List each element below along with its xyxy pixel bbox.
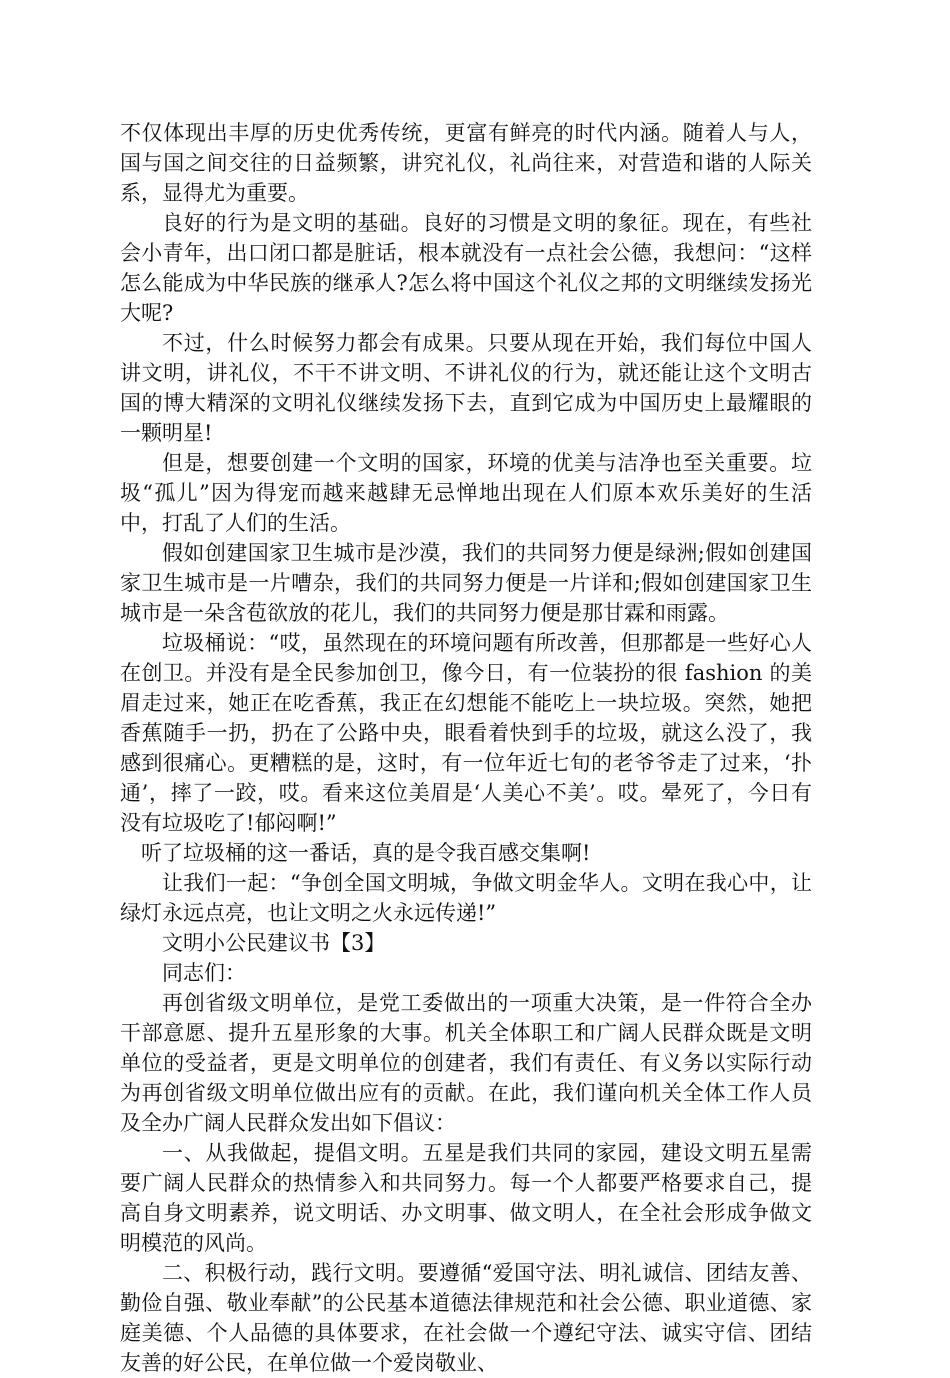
document-body xyxy=(120,118,812,1378)
paragraph-continued: 不仅体现出丰厚的历史优秀传统，更富有鲜亮的时代内涵。随着人与人，国与国之间交往的日益频繁，讲究礼仪，礼尚往来，对营造和谐的人际关系，显得尤为重要。 xyxy=(120,121,812,205)
salutation: 同志们： xyxy=(162,961,246,985)
paragraph: 假如创建国家卫生城市是沙漠，我们的共同努力便是绿洲;假如创建国家卫生城市是一片嘈杂，我们的共同努力便是一片详和;假如创建国家卫生城市是一朵含苞欲放的花儿，我们的共同努力便是那甘霖和雨露。 xyxy=(120,541,812,625)
paragraph: 听了垃圾桶的这一番话，真的是令我百感交集啊! xyxy=(141,841,591,865)
paragraph: 但是，想要创建一个文明的国家，环境的优美与洁净也至关重要。垃圾“孤儿”因为得宠而越来越肆无忌惮地出现在人们原本欢乐美好的生活中，打乱了人们的生活。 xyxy=(120,451,812,535)
paragraph: 一、从我做起，提倡文明。五星是我们共同的家园，建设文明五星需要广阔人民群众的热情参入和共同努力。每一个人都要严格要求自己，提高自身文明素养，说文明话、办文明事、做文明人，在全社会形成争做文明模范的风尚。 xyxy=(120,1141,812,1255)
paragraph: 良好的行为是文明的基础。良好的习惯是文明的象征。现在，有些社会小青年，出口闭口都是脏话，根本就没有一点社会公德，我想问：“这样怎么能成为中华民族的继承人?怎么将中国这个礼仪之邦的文明继续发扬光大呢? xyxy=(120,211,812,325)
paragraph: 垃圾桶说：“哎，虽然现在的环境问题有所改善，但那都是一些好心人在创卫。并没有是全民参加创卫，像今日，有一位装扮的很 fashion 的美眉走过来，她正在吃香蕉，我正在幻想能不能吃上一块垃圾。突然，她把香蕉随手一扔，扔在了公路中央，眼看着快到手的垃圾，就这么没了，我感到很痛心。更糟糕的是，这时，有一位年近七旬的老爷爷走了过来，‘扑通’，摔了一跤，哎。看来这位美眉是‘人美心不美’。哎。晕死了，今日有没有垃圾吃了!郁闷啊!” xyxy=(120,631,812,835)
paragraph: 让我们一起：“争创全国文明城，争做文明金华人。文明在我心中，让绿灯永远点亮，也让文明之火永远传递!” xyxy=(120,871,812,925)
paragraph: 再创省级文明单位，是党工委做出的一项重大决策，是一件符合全办干部意愿、提升五星形象的大事。机关全体职工和广阔人民群众既是文明单位的受益者，更是文明单位的创建者，我们有责任、有义务以实际行动为再创省级文明单位做出应有的贡献。在此，我们谨向机关全体工作人员及全办广阔人民群众发出如下倡议： xyxy=(120,991,812,1135)
section-heading: 文明小公民建议书【3】 xyxy=(162,931,386,955)
paragraph: 不过，什么时候努力都会有成果。只要从现在开始，我们每位中国人讲文明，讲礼仪，不干不讲文明、不讲礼仪的行为，就还能让这个文明古国的博大精深的文明礼仪继续发扬下去，直到它成为中国历史上最耀眼的一颗明星! xyxy=(120,331,812,445)
paragraph: 二、积极行动，践行文明。要遵循“爱国守法、明礼诚信、团结友善、勤俭自强、敬业奉献”的公民基本道德法律规范和社会公德、职业道德、家庭美德、个人品德的具体要求，在社会做一个遵纪守法、诚实守信、团结友善的好公民，在单位做一个爱岗敬业、 xyxy=(120,1261,812,1375)
